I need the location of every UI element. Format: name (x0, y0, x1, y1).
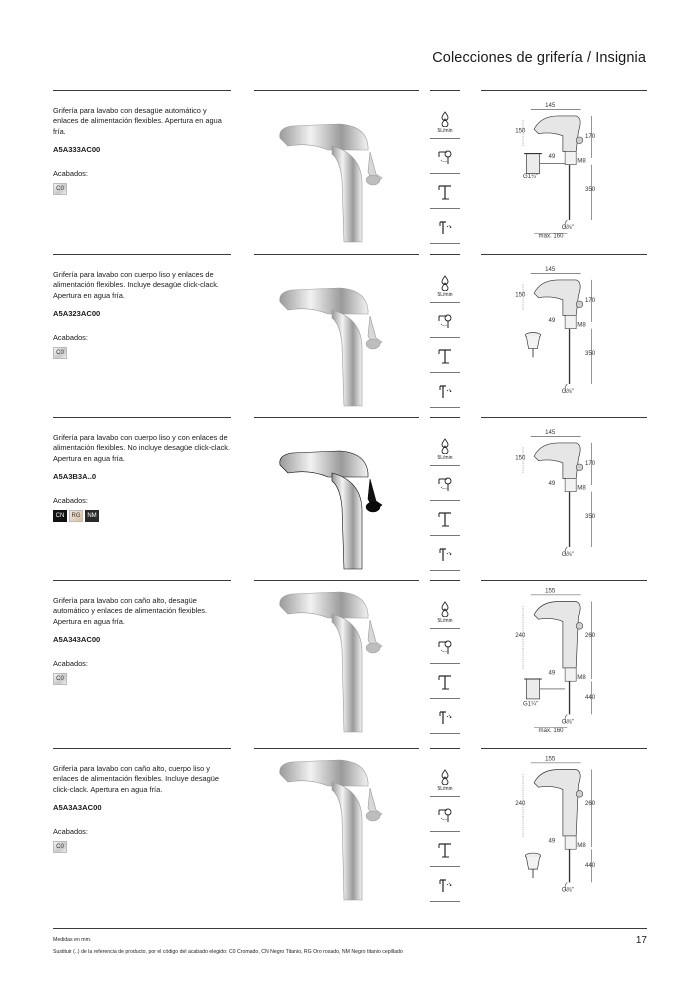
product-description: Grifería para lavabo con desagüe automático y enlaces de alimentación flexibles. Apertura en agua fría. (53, 106, 222, 136)
dim-g-small: G⅜" (561, 387, 574, 395)
section-divider (481, 90, 647, 91)
technical-drawing (481, 96, 647, 251)
finish-codes-note: Sustituir (..) de la referencia de producto, por el código del acabado elegido: C0 Cromado, CN Negro Titanio, RG Oro rosado, NM Negro titanio cepillado (53, 949, 403, 955)
finish-swatch-cn: CN (53, 510, 67, 522)
dim-pipe: 49 (548, 480, 556, 487)
dim-pipe: 49 (548, 153, 556, 160)
finish-swatches (53, 347, 67, 359)
flow-rate-label: 5L/min (437, 617, 453, 624)
finish-swatches (53, 841, 67, 853)
cold-water-opening-icon (430, 211, 460, 244)
water-drops-icon (430, 764, 460, 797)
dim-base: 150 (515, 454, 526, 462)
dim-depth: 440 (585, 693, 596, 701)
dim-depth: 350 (585, 350, 596, 358)
dim-width: 155 (545, 587, 556, 595)
section-divider (53, 254, 231, 255)
product-description: Grifería para lavabo con caño alto, desagüe automático y enlaces de alimentación flexibles. Apertura en agua fría. (53, 596, 208, 626)
dim-g-small: G⅜" (561, 550, 574, 558)
cold-water-opening-icon (430, 375, 460, 408)
cold-water-opening-icon (430, 869, 460, 902)
section-divider (481, 254, 647, 255)
finish-swatch-c0: C0 (53, 673, 67, 685)
finishes-label: Acabados: (53, 333, 88, 343)
product-reference: A5A343AC00 (53, 635, 101, 645)
feature-icons (430, 90, 460, 250)
dim-base: 150 (515, 127, 526, 135)
faucet-spout (280, 288, 368, 314)
technical-drawing (481, 586, 647, 741)
dim-g-small: G⅜" (561, 886, 574, 894)
technical-drawing (481, 423, 647, 578)
product-entry (0, 254, 700, 418)
product-description: Grifería para lavabo con caño alto, cuerpo liso y enlaces de alimentación flexibles. Incluye desagüe click-clack. Apertura en agua fría. (53, 764, 219, 794)
section-divider (53, 417, 231, 418)
faucet-photo (270, 260, 400, 410)
technical-drawing (481, 754, 647, 909)
finish-swatch-c0: C0 (53, 347, 67, 359)
flow-rate-label: 5L/min (437, 291, 453, 298)
feature-icons (430, 254, 460, 414)
dim-pipe: 49 (548, 317, 556, 324)
single-lever-icon (430, 799, 460, 832)
feature-icons (430, 580, 460, 740)
finish-swatch-c0: C0 (53, 183, 67, 195)
basin-spout-icon (430, 176, 460, 209)
flow-rate-label: 5L/min (437, 454, 453, 461)
finish-swatches (53, 183, 67, 195)
section-divider (481, 748, 647, 749)
water-drops-icon (430, 270, 460, 303)
finishes-label: Acabados: (53, 659, 88, 669)
faucet-photo (270, 96, 400, 246)
product-entry (0, 417, 700, 581)
faucet-spout (280, 451, 368, 477)
dim-base: 240 (515, 631, 526, 639)
dim-height: 170 (585, 297, 596, 305)
section-divider (254, 90, 419, 91)
dim-pipe: 49 (548, 837, 556, 845)
dim-base: 150 (515, 291, 526, 299)
finish-swatch-c0: C0 (53, 841, 67, 853)
footer-divider (53, 928, 647, 929)
product-description: Grifería para lavabo con cuerpo liso y con enlaces de alimentación flexibles. No incluye desagüe click-clack. Apertura en agua fría. (53, 433, 231, 463)
finish-swatch-nm: NM (85, 510, 99, 522)
water-drops-icon (430, 596, 460, 629)
faucet-spout (280, 124, 368, 150)
dim-max-reach: max. 160 (538, 232, 564, 240)
dim-pipe: 49 (548, 669, 556, 677)
single-lever-icon (430, 141, 460, 174)
dim-height: 260 (585, 631, 596, 639)
dim-base: 240 (515, 799, 526, 807)
dim-g-large: G1¼" (523, 700, 539, 708)
dim-thread: M8 (577, 674, 586, 681)
dim-g-small: G⅜" (561, 223, 574, 231)
finish-swatch-rg: RG (69, 510, 83, 522)
finishes-label: Acabados: (53, 827, 88, 837)
faucet-body (332, 782, 362, 900)
product-reference: A5A323AC00 (53, 309, 101, 319)
basin-spout-icon (430, 503, 460, 536)
product-reference: A5A333AC00 (53, 145, 101, 155)
faucet-body (332, 614, 362, 732)
cold-water-opening-icon (430, 701, 460, 734)
dim-height: 170 (585, 133, 596, 141)
product-entry (0, 748, 700, 912)
dim-depth: 350 (585, 513, 596, 521)
section-divider (53, 90, 231, 91)
faucet-photo (270, 586, 400, 736)
faucet-body (332, 146, 362, 242)
dim-g-large: G1¼" (523, 172, 539, 180)
section-divider (254, 748, 419, 749)
feature-icons (430, 417, 460, 577)
water-drops-icon (430, 106, 460, 139)
single-lever-icon (430, 631, 460, 664)
faucet-photo (270, 423, 400, 573)
dim-depth: 350 (585, 186, 596, 194)
faucet-spout (280, 760, 368, 786)
dim-depth: 440 (585, 861, 596, 869)
section-divider (481, 580, 647, 581)
section-divider (254, 254, 419, 255)
water-drops-icon (430, 433, 460, 466)
section-divider (53, 580, 231, 581)
dim-thread: M8 (577, 157, 586, 165)
product-reference: A5A3A3AC00 (53, 803, 102, 813)
dim-width: 145 (545, 102, 556, 110)
basin-spout-icon (430, 666, 460, 699)
dim-height: 260 (585, 799, 596, 807)
basin-spout-icon (430, 834, 460, 867)
section-divider (254, 417, 419, 418)
dim-thread: M8 (577, 321, 586, 329)
section-divider (254, 580, 419, 581)
dim-width: 145 (545, 266, 556, 274)
finishes-label: Acabados: (53, 169, 88, 179)
section-divider (53, 748, 231, 749)
dim-height: 170 (585, 460, 596, 468)
dim-g-small: G⅜" (561, 718, 574, 726)
faucet-spout (280, 592, 368, 618)
finish-swatches (53, 673, 67, 685)
product-reference: A5A3B3A..0 (53, 472, 97, 482)
dim-width: 145 (545, 429, 556, 437)
page-title: Colecciones de grifería / Insignia (432, 50, 646, 66)
feature-icons (430, 748, 460, 908)
dim-max-reach: max. 160 (538, 727, 564, 735)
page-number: 17 (635, 935, 647, 946)
dim-thread: M8 (577, 484, 586, 492)
dim-thread: M8 (577, 842, 586, 849)
single-lever-icon (430, 468, 460, 501)
basin-spout-icon (430, 340, 460, 373)
flow-rate-label: 5L/min (437, 127, 453, 134)
cold-water-opening-icon (430, 538, 460, 571)
finishes-label: Acabados: (53, 496, 88, 506)
flow-rate-label: 5L/min (437, 785, 453, 792)
units-note: Medidas en mm. (53, 937, 92, 943)
single-lever-icon (430, 305, 460, 338)
faucet-photo (270, 754, 400, 904)
dim-width: 155 (545, 755, 556, 763)
faucet-body (332, 310, 362, 406)
product-entry (0, 580, 700, 744)
product-description: Grifería para lavabo con cuerpo liso y enlaces de alimentación flexibles. Incluye desagüe click-clack. Apertura en agua fría. (53, 270, 219, 300)
technical-drawing (481, 260, 647, 415)
finish-swatches (53, 510, 99, 522)
product-entry (0, 90, 700, 254)
faucet-body (332, 473, 362, 569)
section-divider (481, 417, 647, 418)
